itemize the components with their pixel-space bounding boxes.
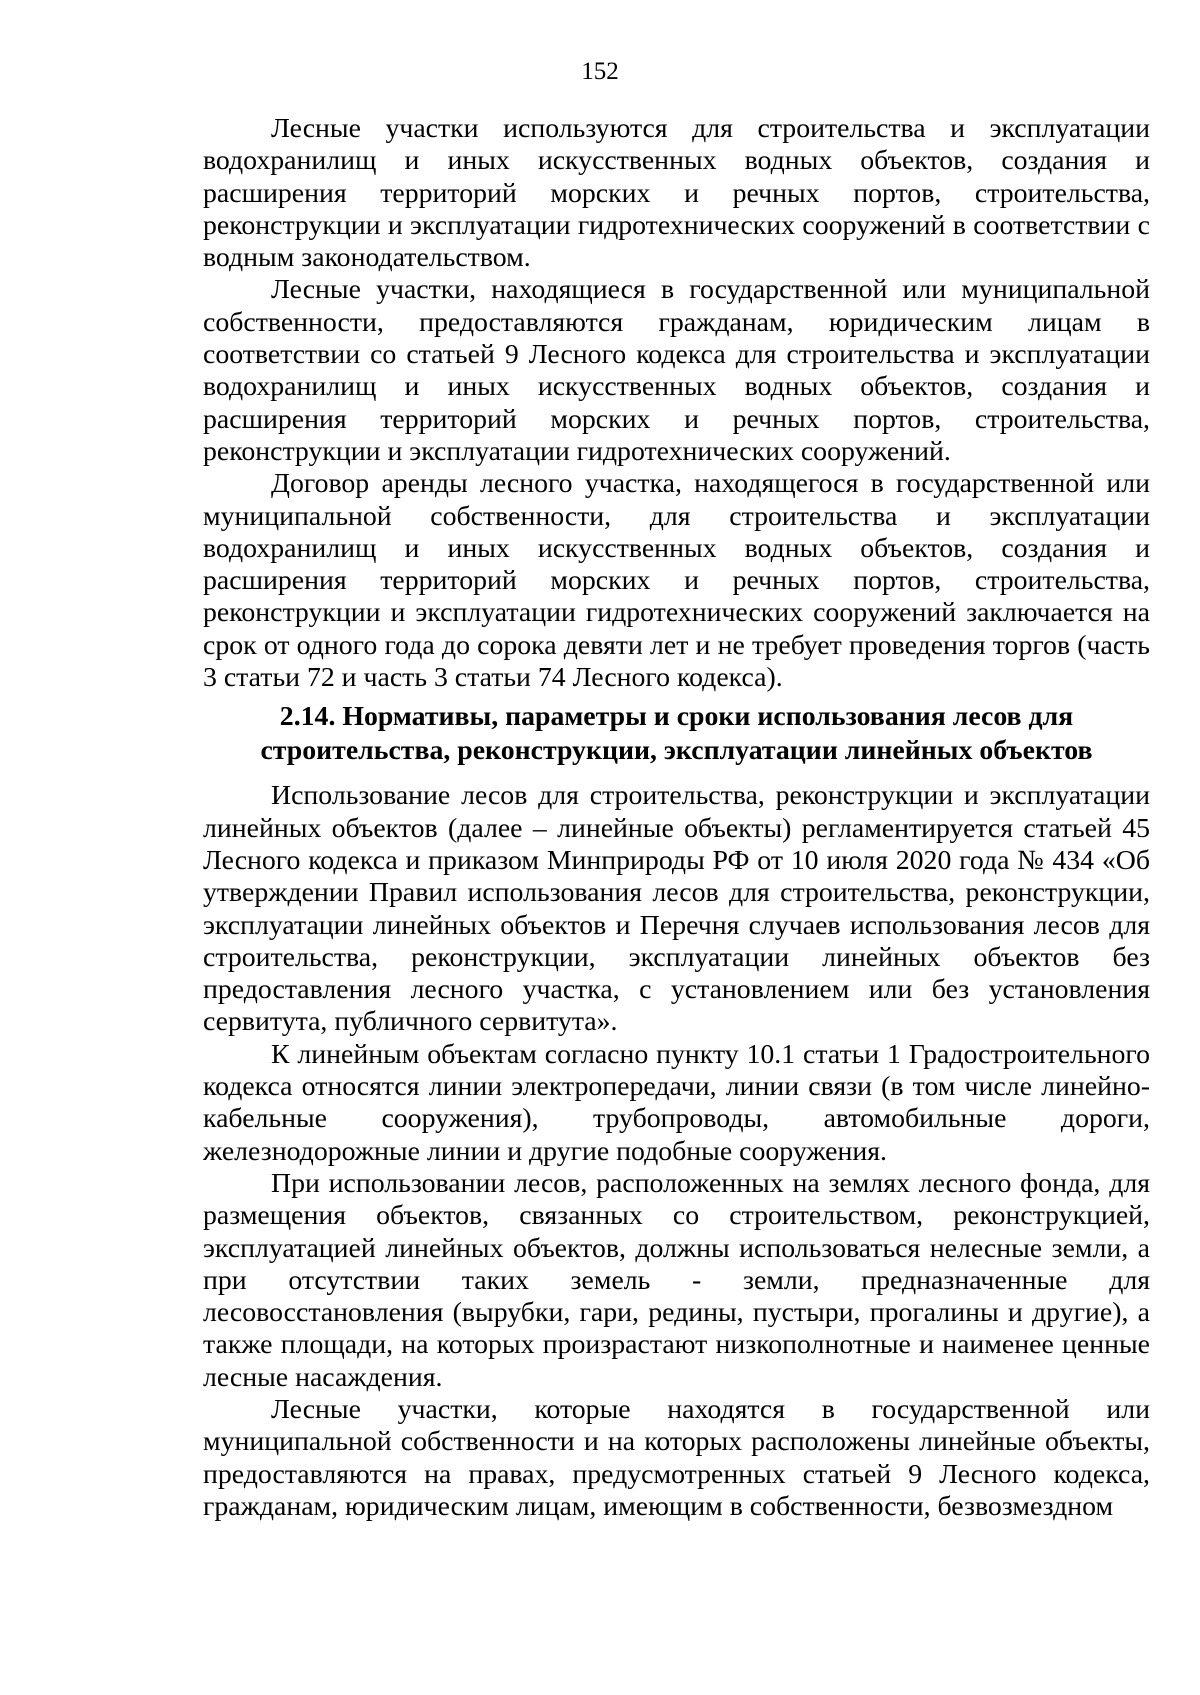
paragraph-linear-objects-definition: К линейным объектам согласно пункту 10.1 статьи 1 Градостроительного кодекса относятся линии электропередачи, линии связи (в том числе линейно-кабельные сооружения), трубопроводы, автомобильные дороги, железнодорожные линии и другие подобные сооружения. — [203, 1038, 1150, 1167]
section-heading-line-1: 2.14. Нормативы, параметры и сроки использования лесов для — [279, 701, 1074, 733]
section-heading — [203, 700, 1150, 768]
paragraph-water-objects-use: Лесные участки используются для строительства и эксплуатации водохранилищ и иных искусственных водных объектов, создания и расширения территорий морских и речных портов, строительства, реконструкции и эксплуатации гидротехнических сооружений в соответствии с водным законодательством. — [203, 113, 1150, 274]
paragraph-lease-agreement: Договор аренды лесного участка, находящегося в государственной или муниципальной собственности, для строительства и эксплуатации водохранилищ и иных искусственных водных объектов, создания и расширения территорий морских и речных портов, строительства, реконструкции и эксплуатации гидротехнических сооружений заключается на срок от одного года до сорока девяти лет и не требует проведения торгов (часть 3 статьи 72 и часть 3 статьи 74 Лесного кодекса). — [203, 468, 1150, 694]
paragraph-land-provision: Лесные участки, которые находятся в государственной или муниципальной собственности и на которых расположены линейные объекты, предоставляются на правах, предусмотренных статьей 9 Лесного кодекса, гражданам, юридическим лицам, имеющим в собственности, безвозмездном — [203, 1393, 1150, 1522]
document-body — [203, 113, 1150, 1523]
page-number: 152 — [581, 58, 619, 85]
paragraph-linear-objects-regulation: Использование лесов для строительства, реконструкции и эксплуатации линейных объектов (далее – линейные объекты) регламентируется статьей 45 Лесного кодекса и приказом Минприроды РФ от 10 июля 2020 года № 434 «Об утверждении Правил использования лесов для строительства, реконструкции, эксплуатации линейных объектов и Перечня случаев использования лесов для строительства, реконструкции, эксплуатации линейных объектов без предоставления лесного участка, с установлением или без установления сервитута, публичного сервитута». — [203, 780, 1150, 1038]
paragraph-water-objects-provision: Лесные участки, находящиеся в государственной или муниципальной собственности, предоставляются гражданам, юридическим лицам в соответствии со статьей 9 Лесного кодекса для строительства и эксплуатации водохранилищ и иных искусственных водных объектов, создания и расширения территорий морских и речных портов, строительства, реконструкции и эксплуатации гидротехнических сооружений. — [203, 274, 1150, 467]
paragraph-land-usage: При использовании лесов, расположенных на землях лесного фонда, для размещения объектов, связанных со строительством, реконструкцией, эксплуатацией линейных объектов, должны использоваться нелесные земли, а при отсутствии таких земель - земли, предназначенные для лесовосстановления (вырубки, гари, редины, пустыри, прогалины и другие), а также площади, на которых произрастают низкополнотные и наименее ценные лесные насаждения. — [203, 1167, 1150, 1393]
section-heading-line-2: строительства, реконструкции, эксплуатации линейных объектов — [260, 735, 1093, 767]
